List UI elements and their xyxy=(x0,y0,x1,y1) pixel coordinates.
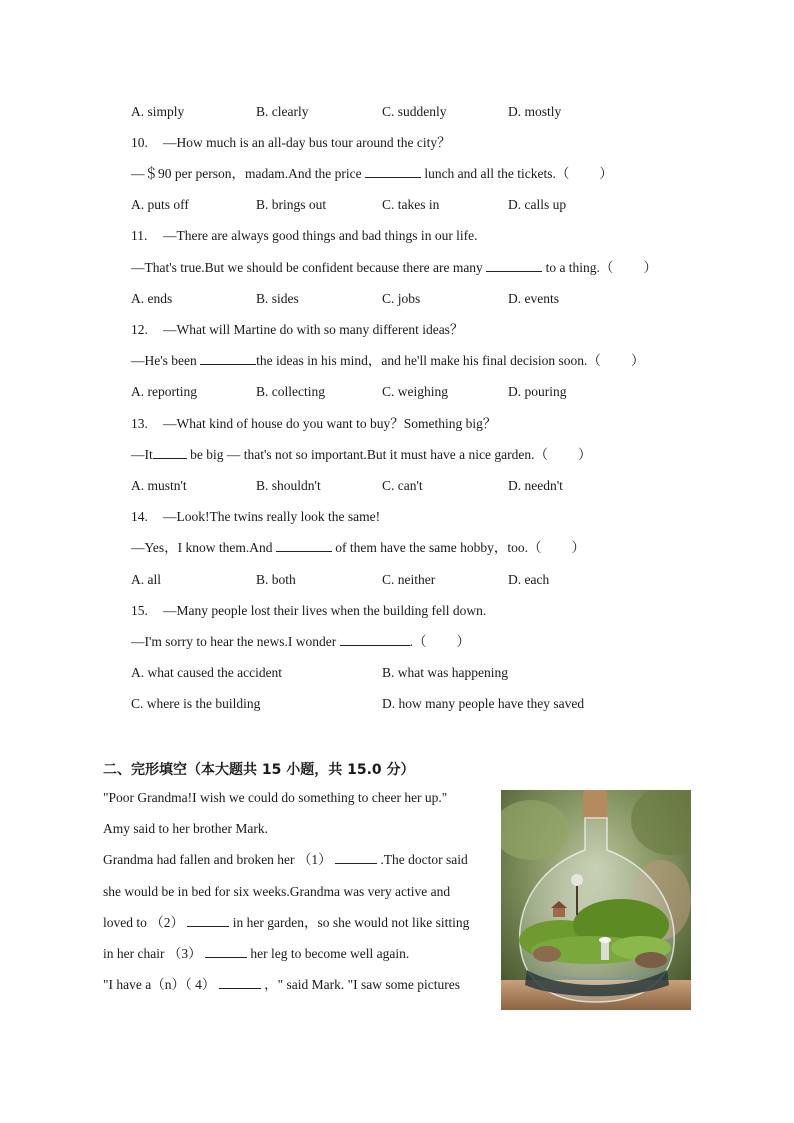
q12-line1: —What will Martine do with so many different ideas？ xyxy=(163,322,464,337)
q15-line2a: —I'm sorry to hear the news.I wonder xyxy=(131,634,340,649)
passage-line-5a: loved to （2） xyxy=(103,915,188,930)
passage-line-3b: .The doctor said xyxy=(377,852,468,867)
q12-question xyxy=(131,321,463,339)
terrarium-illustration xyxy=(501,790,691,1010)
passage-line-3a: Grandma had fallen and broken her （1） xyxy=(103,852,336,867)
q11-blank xyxy=(486,259,542,272)
q15-question xyxy=(131,602,486,620)
q13-line2b: be big — that's not so important.But it must have a nice garden.（ xyxy=(186,447,548,462)
q10-line2a: —＄90 per person，madam.And the price xyxy=(131,166,365,181)
passage-line-1: "Poor Grandma!I wish we could do something to cheer her up." xyxy=(103,790,448,805)
q11-question xyxy=(131,227,478,245)
q12-line2a: —He's been xyxy=(131,353,201,368)
q12-option-d: D. pouring xyxy=(508,384,567,399)
q12-blank xyxy=(200,352,256,365)
q11-option-a: A. ends xyxy=(131,291,173,306)
q12-option-b: B. collecting xyxy=(256,384,325,399)
q11-line2b: to a thing.（ xyxy=(542,260,614,275)
terrarium-photo xyxy=(501,790,691,1010)
q11-number: 11. xyxy=(131,228,148,243)
q11-line2c: ） xyxy=(643,260,657,275)
passage-line-6 xyxy=(103,945,409,963)
q10-line2b: lunch and all the tickets.（ xyxy=(420,166,570,181)
q15-blank xyxy=(340,633,410,646)
q14-question xyxy=(131,508,380,526)
passage-line-6b: her leg to become well again. xyxy=(246,946,410,961)
q15-option-d: D. how many people have they saved xyxy=(382,696,585,711)
q10-blank xyxy=(365,165,421,178)
q14-option-c: C. neither xyxy=(382,572,436,587)
q14-line2c: ） xyxy=(571,540,585,555)
q14-option-d: D. each xyxy=(508,572,550,587)
q13-blank xyxy=(153,446,187,459)
q12-line2c: ） xyxy=(630,353,645,368)
q15-line1: —Many people lost their lives when the building fell down. xyxy=(163,603,487,618)
q12-answer-line xyxy=(131,352,644,370)
q14-option-a: A. all xyxy=(131,572,161,587)
q12-line2b: the ideas in his mind，and he'll make his final decision soon.（ xyxy=(256,353,601,368)
q10-line2c: ） xyxy=(599,166,613,181)
passage-line-7 xyxy=(103,976,460,994)
passage-line-6a: in her chair （3） xyxy=(103,946,205,961)
cloze-blank-4 xyxy=(219,976,261,989)
q11-line2a: —That's true.But we should be confident because there are many xyxy=(131,260,487,275)
q13-line2c: ） xyxy=(578,447,592,462)
q13-option-d: D. needn't xyxy=(508,478,563,493)
q11-option-c: C. jobs xyxy=(382,291,421,306)
q15-line2b: .（ xyxy=(409,634,427,649)
q13-option-b: B. shouldn't xyxy=(256,478,321,493)
q11-answer-line xyxy=(131,259,657,277)
cloze-blank-3 xyxy=(205,945,247,958)
q12-number: 12. xyxy=(131,322,148,337)
q15-answer-line xyxy=(131,633,470,651)
q9-option-c: C. suddenly xyxy=(382,104,447,119)
q10-number: 10. xyxy=(131,135,148,150)
q13-answer-line xyxy=(131,446,592,464)
q11-option-d: D. events xyxy=(508,291,559,306)
q14-answer-line xyxy=(131,539,585,557)
q15-option-a: A. what caused the accident xyxy=(131,665,283,680)
q14-blank xyxy=(276,539,332,552)
q14-option-b: B. both xyxy=(256,572,296,587)
cloze-blank-2 xyxy=(187,914,229,927)
q15-line2c: ） xyxy=(456,634,470,649)
q10-option-c: C. takes in xyxy=(382,197,440,212)
q14-line2a: —Yes，I know them.And xyxy=(131,540,276,555)
q9-option-b: B. clearly xyxy=(256,104,309,119)
q13-question xyxy=(131,415,496,433)
q13-line2a: —It xyxy=(131,447,153,462)
q10-option-d: D. calls up xyxy=(508,197,567,212)
q14-number: 14. xyxy=(131,509,148,524)
q13-option-c: C. can't xyxy=(382,478,423,493)
q15-option-c: C. where is the building xyxy=(131,696,261,711)
section-heading-cloze: 二、完形填空（本大题共 15 小题，共 15.0 分） xyxy=(103,762,415,778)
q10-line1: —How much is an all-day bus tour around the city？ xyxy=(163,135,451,150)
q14-line2b: of them have the same hobby，too.（ xyxy=(331,540,542,555)
q10-answer-line xyxy=(131,165,613,183)
passage-line-5 xyxy=(103,914,469,932)
passage-line-4: she would be in bed for six weeks.Grandma was very active and xyxy=(103,884,451,899)
q11-option-b: B. sides xyxy=(256,291,299,306)
q9-option-d: D. mostly xyxy=(508,104,562,119)
q10-option-a: A. puts off xyxy=(131,197,189,212)
cloze-blank-1 xyxy=(335,851,377,864)
q10-question xyxy=(131,134,451,152)
q9-option-a: A. simply xyxy=(131,104,185,119)
q12-option-c: C. weighing xyxy=(382,384,448,399)
passage-line-7a: "I have a（n）（ 4） xyxy=(103,977,219,992)
q11-line1: —There are always good things and bad things in our life. xyxy=(163,228,478,243)
passage-line-2: Amy said to her brother Mark. xyxy=(103,821,268,836)
q15-number: 15. xyxy=(131,603,148,618)
q13-line1: —What kind of house do you want to buy？Something big？ xyxy=(163,416,497,431)
q10-option-b: B. brings out xyxy=(256,197,327,212)
passage-line-3 xyxy=(103,851,468,869)
q13-number: 13. xyxy=(131,416,148,431)
q12-option-a: A. reporting xyxy=(131,384,197,399)
passage-line-7b: ，" said Mark. "I saw some pictures xyxy=(260,977,460,992)
q15-option-b: B. what was happening xyxy=(382,665,508,680)
q14-line1: —Look!The twins really look the same! xyxy=(163,509,381,524)
passage-line-5b: in her garden，so she would not like sitting xyxy=(229,915,470,930)
q13-option-a: A. mustn't xyxy=(131,478,187,493)
